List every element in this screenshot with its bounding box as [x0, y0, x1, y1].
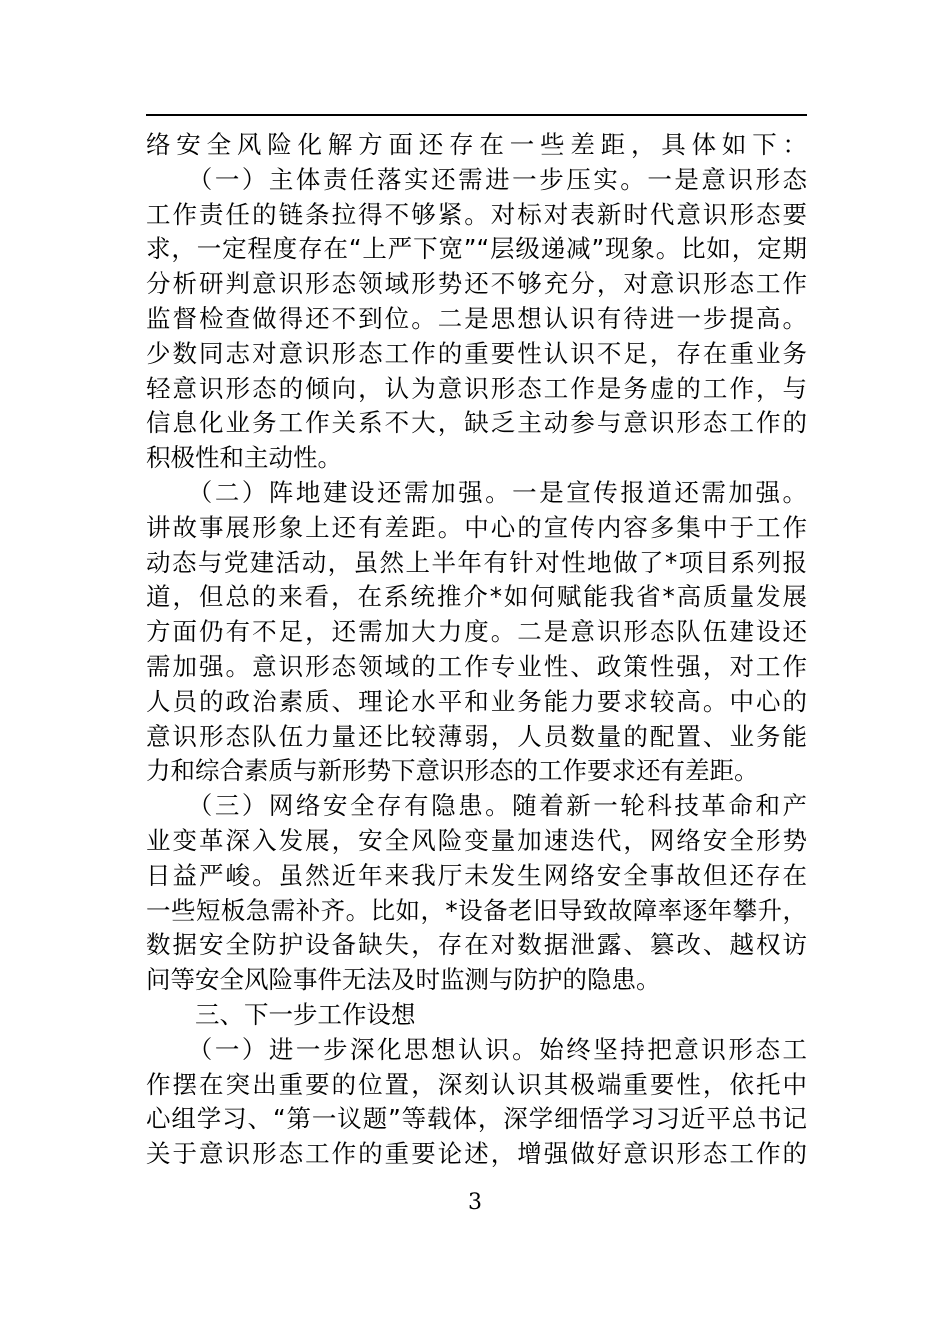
section-heading: 三、下一步工作设想	[146, 999, 416, 1029]
text-line: 业变革深入发展，安全风险变量加速迭代，网络安全形势	[146, 825, 807, 855]
text-line: 一些短板急需补齐。比如，*设备老旧导致故障率逐年攀升，	[146, 895, 807, 925]
text-line: 积极性和主动性。	[146, 443, 342, 473]
text-line: （一）进一步深化思想认识。始终坚持把意识形态工	[146, 1034, 807, 1064]
text-line: 意识形态队伍力量还比较薄弱，人员数量的配置、业务能	[146, 721, 807, 751]
text-line: （三）网络安全存有隐患。随着新一轮科技革命和产	[146, 791, 807, 821]
text-line: 工作责任的链条拉得不够紧。对标对表新时代意识形态要	[146, 199, 807, 229]
text-line: 求，一定程度存在“上严下宽”“层级递减”现象。比如，定期	[146, 234, 807, 264]
text-line: 少数同志对意识形态工作的重要性认识不足，存在重业务	[146, 338, 807, 368]
text-line: （二）阵地建设还需加强。一是宣传报道还需加强。	[146, 477, 807, 507]
text-line: 心组学习、“第一议题”等载体，深学细悟学习习近平总书记	[146, 1104, 807, 1134]
text-line: 动态与党建活动，虽然上半年有针对性地做了*项目系列报	[146, 547, 807, 577]
text-line: 力和综合素质与新形势下意识形态的工作要求还有差距。	[146, 756, 759, 786]
text-line: （一）主体责任落实还需进一步压实。一是意识形态	[146, 164, 807, 194]
text-line: 信息化业务工作关系不大，缺乏主动参与意识形态工作的	[146, 408, 807, 438]
text-line: 关于意识形态工作的重要论述，增强做好意识形态工作的	[146, 1139, 807, 1169]
header-rule	[146, 114, 807, 116]
text-line: 讲故事展形象上还有差距。中心的宣传内容多集中于工作	[146, 512, 807, 542]
text-line: 络安全风险化解方面还存在一些差距，具体如下：	[146, 130, 807, 159]
text-line: 道，但总的来看，在系统推介*如何赋能我省*高质量发展	[146, 582, 807, 612]
text-line: 分析研判意识形态领域形势还不够充分，对意识形态工作	[146, 269, 807, 299]
text-line: 问等安全风险事件无法及时监测与防护的隐患。	[146, 965, 661, 995]
text-line: 需加强。意识形态领域的工作专业性、政策性强，对工作	[146, 651, 807, 681]
page-number: 3	[468, 1190, 482, 1215]
text-line: 监督检查做得还不到位。二是思想认识有待进一步提高。	[146, 303, 807, 333]
text-line: 方面仍有不足，还需加大力度。二是意识形态队伍建设还	[146, 617, 807, 647]
text-line: 日益严峻。虽然近年来我厅未发生网络安全事故但还存在	[146, 860, 807, 890]
text-line: 轻意识形态的倾向，认为意识形态工作是务虚的工作，与	[146, 373, 807, 403]
text-line: 作摆在突出重要的位置，深刻认识其极端重要性，依托中	[146, 1069, 807, 1099]
text-line: 数据安全防护设备缺失，存在对数据泄露、篡改、越权访	[146, 930, 807, 960]
text-line: 人员的政治素质、理论水平和业务能力要求较高。中心的	[146, 686, 807, 716]
body-text	[146, 128, 807, 1172]
